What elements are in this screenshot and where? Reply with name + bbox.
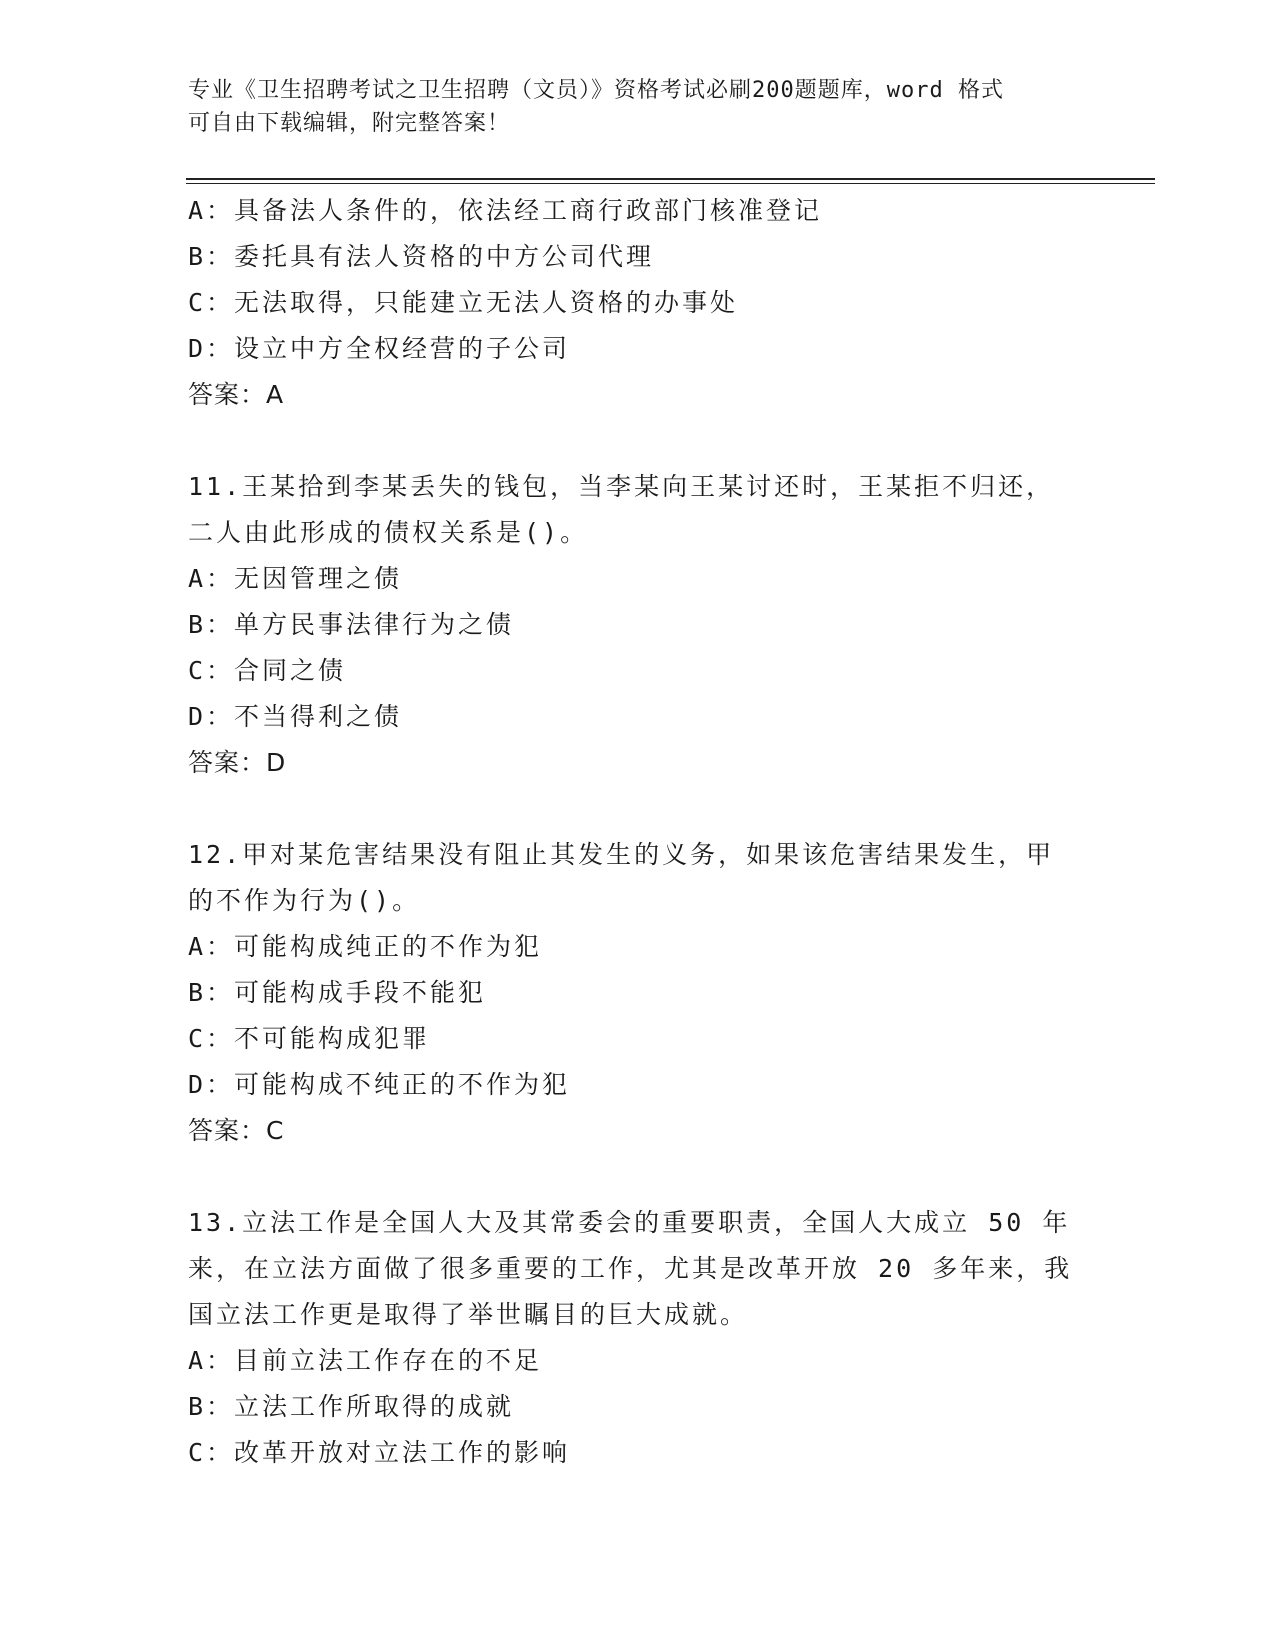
option-a: A：具备法人条件的，依法经工商行政部门核准登记 — [188, 196, 823, 225]
option-c: C：合同之债 — [188, 656, 347, 685]
option-c: C：无法取得，只能建立无法人资格的办事处 — [188, 288, 739, 317]
question-block-12 — [188, 832, 1088, 1154]
question-text-line: 13.立法工作是全国人大及其常委会的重要职责，全国人大成立 50 年 — [188, 1208, 1071, 1237]
answer-line: 答案：C — [188, 1116, 285, 1145]
document-header — [188, 74, 1088, 140]
option-d: D：设立中方全权经营的子公司 — [188, 334, 571, 363]
header-rule-thick — [186, 178, 1155, 180]
option-d: D：不当得利之债 — [188, 702, 403, 731]
question-list — [188, 188, 1088, 1476]
option-c: C：不可能构成犯罪 — [188, 1024, 431, 1053]
question-block-10 — [188, 188, 1088, 418]
question-text-line: 二人由此形成的债权关系是()。 — [188, 518, 589, 547]
option-b: B：可能构成手段不能犯 — [188, 978, 487, 1007]
question-block-11 — [188, 464, 1088, 786]
option-b: B：立法工作所取得的成就 — [188, 1392, 515, 1421]
question-block-13 — [188, 1200, 1088, 1476]
option-c: C：改革开放对立法工作的影响 — [188, 1438, 571, 1467]
header-rule-thin — [186, 183, 1155, 184]
option-a: A：无因管理之债 — [188, 564, 403, 593]
option-b: B：单方民事法律行为之债 — [188, 610, 515, 639]
question-text-line: 11.王某拾到李某丢失的钱包，当李某向王某讨还时，王某拒不归还， — [188, 472, 1055, 501]
header-line-1: 专业《卫生招聘考试之卫生招聘（文员）》资格考试必刷200题题库，word 格式 — [188, 78, 1004, 103]
option-a: A：目前立法工作存在的不足 — [188, 1346, 543, 1375]
option-b: B：委托具有法人资格的中方公司代理 — [188, 242, 655, 271]
option-a: A：可能构成纯正的不作为犯 — [188, 932, 543, 961]
answer-line: 答案：D — [188, 748, 287, 777]
answer-line: 答案：A — [188, 380, 285, 409]
question-text-line: 国立法工作更是取得了举世瞩目的巨大成就。 — [188, 1300, 749, 1329]
question-text-line: 的不作为行为()。 — [188, 886, 421, 915]
question-text-line: 来，在立法方面做了很多重要的工作，尤其是改革开放 20 多年来，我 — [188, 1254, 1073, 1283]
header-line-2: 可自由下载编辑，附完整答案！ — [188, 111, 511, 136]
option-d: D：可能构成不纯正的不作为犯 — [188, 1070, 571, 1099]
question-text-line: 12.甲对某危害结果没有阻止其发生的义务，如果该危害结果发生，甲 — [188, 840, 1055, 869]
